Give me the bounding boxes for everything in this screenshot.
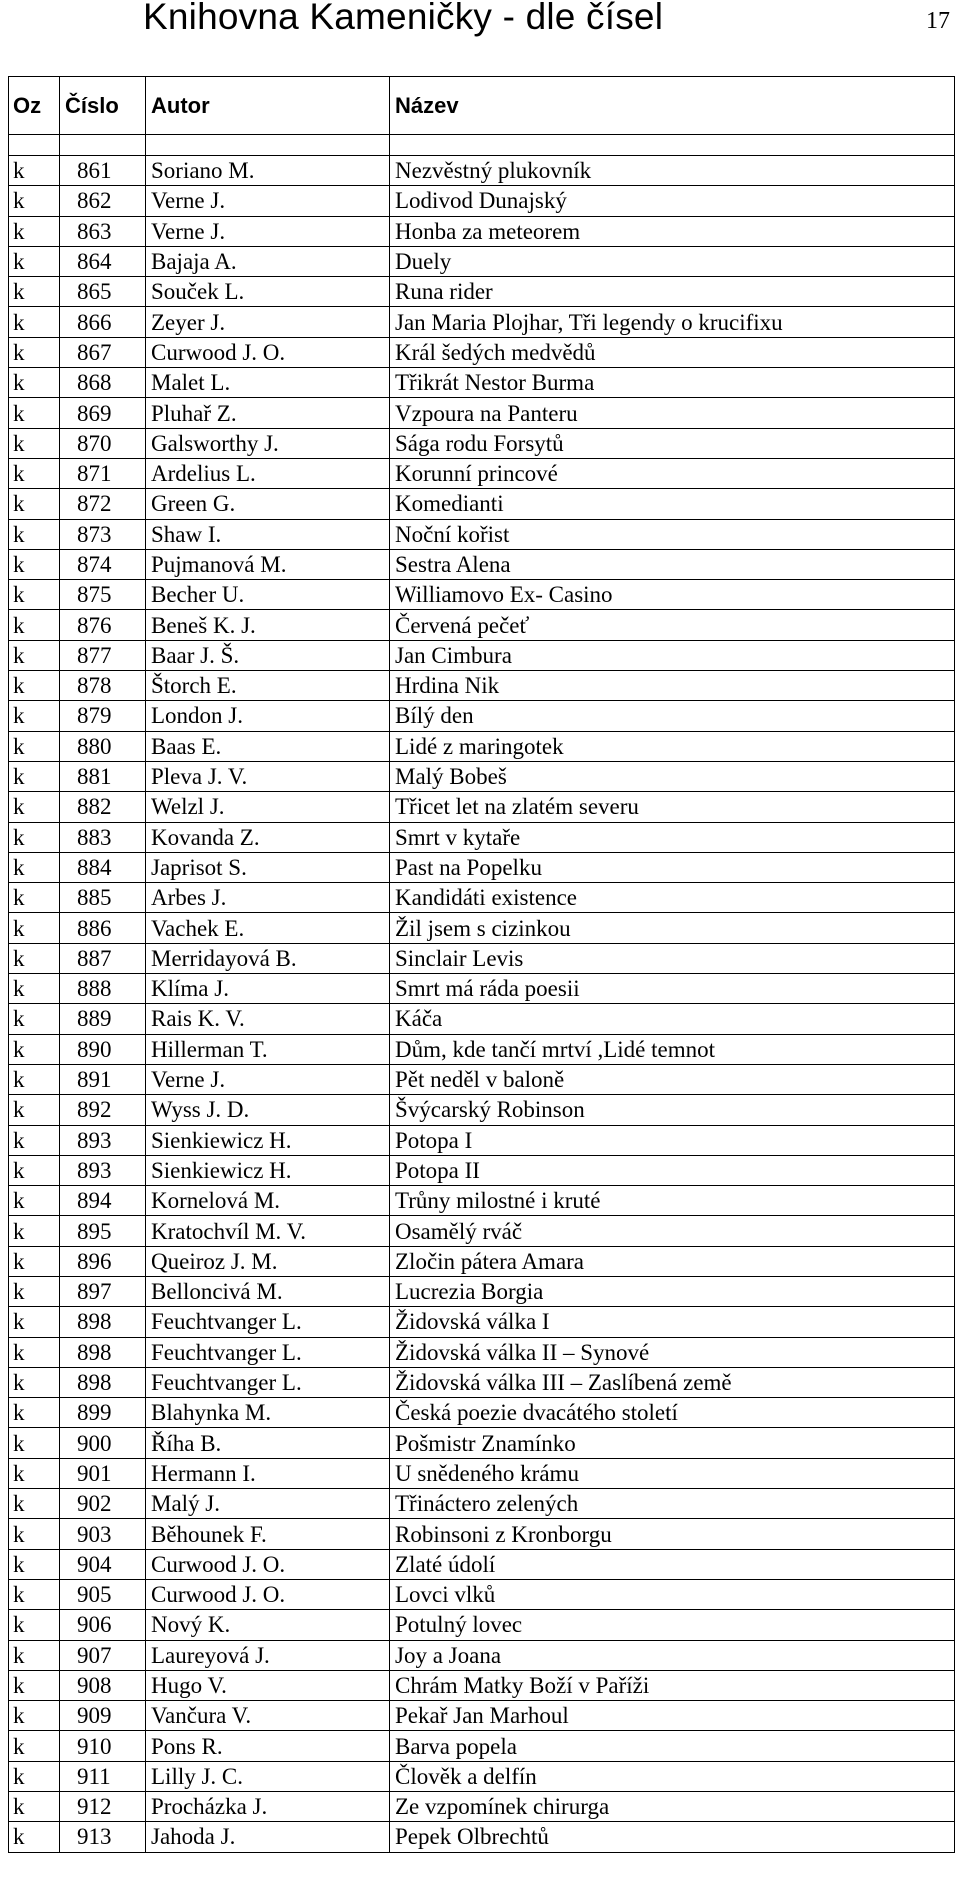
cell-author: Feuchtvanger L.: [146, 1367, 390, 1397]
cell-author: Baar J. Š.: [146, 640, 390, 670]
cell-oz: k: [9, 489, 60, 519]
cell-author: Pleva J. V.: [146, 761, 390, 791]
cell-author: Zeyer J.: [146, 307, 390, 337]
cell-author: Wyss J. D.: [146, 1095, 390, 1125]
cell-author: Bajaja A.: [146, 246, 390, 276]
cell-title: Česká poezie dvacátého století: [390, 1398, 955, 1428]
table-row: [9, 1670, 955, 1700]
cell-title: Třicet let na zlatém severu: [390, 792, 955, 822]
cell-author: Běhounek F.: [146, 1519, 390, 1549]
cell-number: 909: [60, 1701, 146, 1731]
cell-number: 893: [60, 1155, 146, 1185]
table-row: [9, 943, 955, 973]
table-row: [9, 701, 955, 731]
cell-author: Nový K.: [146, 1610, 390, 1640]
cell-number: 865: [60, 277, 146, 307]
cell-oz: k: [9, 1367, 60, 1397]
cell-title: Chrám Matky Boží v Paříži: [390, 1670, 955, 1700]
cell-title: Bílý den: [390, 701, 955, 731]
cell-number: 910: [60, 1731, 146, 1761]
table-row: [9, 489, 955, 519]
table-row: [9, 1246, 955, 1276]
cell-oz: k: [9, 883, 60, 913]
cell-author: Ardelius L.: [146, 458, 390, 488]
cell-author: Lilly J. C.: [146, 1761, 390, 1791]
page-title: Knihovna Kameničky - dle čísel: [143, 0, 664, 37]
cell-title: Pošmistr Znamínko: [390, 1428, 955, 1458]
table-row: [9, 1155, 955, 1185]
cell-oz: k: [9, 974, 60, 1004]
cell-number: 895: [60, 1216, 146, 1246]
cell-author: Baas E.: [146, 731, 390, 761]
table-row: [9, 1701, 955, 1731]
cell-author: Hillerman T.: [146, 1034, 390, 1064]
column-header-author: Autor: [146, 77, 390, 135]
cell-oz: k: [9, 246, 60, 276]
table-row: [9, 1579, 955, 1609]
cell-title: Pět neděl v baloně: [390, 1064, 955, 1094]
cell-oz: k: [9, 1458, 60, 1488]
cell-author: Hermann I.: [146, 1458, 390, 1488]
cell-title: Trůny milostné i kruté: [390, 1186, 955, 1216]
cell-author: Curwood J. O.: [146, 337, 390, 367]
cell-title: Sinclair Levis: [390, 943, 955, 973]
cell-oz: k: [9, 1489, 60, 1519]
cell-title: Židovská válka II – Synové: [390, 1337, 955, 1367]
cell-number: 913: [60, 1822, 146, 1852]
cell-author: Curwood J. O.: [146, 1579, 390, 1609]
cell-title: Lidé z maringotek: [390, 731, 955, 761]
table-row: [9, 1004, 955, 1034]
cell-number: 912: [60, 1792, 146, 1822]
table-row: [9, 1125, 955, 1155]
cell-author: Blahynka M.: [146, 1398, 390, 1428]
cell-number: 905: [60, 1579, 146, 1609]
cell-number: 911: [60, 1761, 146, 1791]
cell-oz: k: [9, 1428, 60, 1458]
cell-title: Potopa I: [390, 1125, 955, 1155]
cell-title: Joy a Joana: [390, 1640, 955, 1670]
cell-oz: k: [9, 671, 60, 701]
cell-oz: k: [9, 1246, 60, 1276]
table-row: [9, 1064, 955, 1094]
cell-oz: k: [9, 1125, 60, 1155]
cell-oz: k: [9, 1701, 60, 1731]
cell-title: U snědeného krámu: [390, 1458, 955, 1488]
cell-number: 874: [60, 549, 146, 579]
cell-title: Ze vzpomínek chirurga: [390, 1792, 955, 1822]
cell-number: 890: [60, 1034, 146, 1064]
cell-author: Welzl J.: [146, 792, 390, 822]
cell-number: 892: [60, 1095, 146, 1125]
cell-author: Merridayová B.: [146, 943, 390, 973]
table-row: [9, 458, 955, 488]
table-row: [9, 549, 955, 579]
cell-title: Nezvěstný plukovník: [390, 156, 955, 186]
cell-number: 879: [60, 701, 146, 731]
cell-title: Král šedých medvědů: [390, 337, 955, 367]
cell-title: Robinsoni z Kronborgu: [390, 1519, 955, 1549]
table-row: [9, 1186, 955, 1216]
cell-title: Runa rider: [390, 277, 955, 307]
cell-number: 880: [60, 731, 146, 761]
cell-oz: k: [9, 549, 60, 579]
cell-oz: k: [9, 1276, 60, 1306]
cell-title: Williamovo Ex- Casino: [390, 580, 955, 610]
table-row: [9, 398, 955, 428]
cell-oz: k: [9, 428, 60, 458]
table-row: [9, 792, 955, 822]
cell-oz: k: [9, 1640, 60, 1670]
table-row: [9, 640, 955, 670]
table-row: [9, 1519, 955, 1549]
cell-author: Pujmanová M.: [146, 549, 390, 579]
table-row: [9, 1610, 955, 1640]
table-row: [9, 216, 955, 246]
table-row: [9, 1398, 955, 1428]
cell-author: Becher U.: [146, 580, 390, 610]
cell-author: Verne J.: [146, 216, 390, 246]
cell-number: 898: [60, 1367, 146, 1397]
cell-oz: k: [9, 216, 60, 246]
cell-author: Sienkiewicz H.: [146, 1155, 390, 1185]
cell-author: Klíma J.: [146, 974, 390, 1004]
cell-number: 894: [60, 1186, 146, 1216]
cell-oz: k: [9, 1186, 60, 1216]
cell-author: Pons R.: [146, 1731, 390, 1761]
table-row: [9, 913, 955, 943]
cell-author: Procházka J.: [146, 1792, 390, 1822]
cell-oz: k: [9, 1064, 60, 1094]
table-row: [9, 1822, 955, 1852]
cell-oz: k: [9, 1095, 60, 1125]
cell-oz: k: [9, 519, 60, 549]
cell-number: 903: [60, 1519, 146, 1549]
table-row: [9, 1367, 955, 1397]
cell-title: Barva popela: [390, 1731, 955, 1761]
table-row: [9, 671, 955, 701]
table-row: [9, 1095, 955, 1125]
cell-title: Noční kořist: [390, 519, 955, 549]
cell-title: Třikrát Nestor Burma: [390, 368, 955, 398]
cell-oz: k: [9, 640, 60, 670]
cell-title: Židovská válka III – Zaslíbená země: [390, 1367, 955, 1397]
cell-author: Kratochvíl M. V.: [146, 1216, 390, 1246]
cell-author: Beneš K. J.: [146, 610, 390, 640]
spacer-cell: [60, 135, 146, 156]
cell-number: 877: [60, 640, 146, 670]
cell-number: 908: [60, 1670, 146, 1700]
cell-author: Verne J.: [146, 186, 390, 216]
table-row: [9, 974, 955, 1004]
table-row: [9, 1034, 955, 1064]
cell-oz: k: [9, 277, 60, 307]
cell-oz: k: [9, 822, 60, 852]
table-row: [9, 428, 955, 458]
table-row: [9, 368, 955, 398]
cell-oz: k: [9, 186, 60, 216]
cell-oz: k: [9, 913, 60, 943]
cell-number: 868: [60, 368, 146, 398]
cell-oz: k: [9, 1519, 60, 1549]
table-row: [9, 337, 955, 367]
cell-oz: k: [9, 1004, 60, 1034]
cell-number: 896: [60, 1246, 146, 1276]
cell-title: Malý Bobeš: [390, 761, 955, 791]
column-header-oz: Oz: [9, 77, 60, 135]
cell-author: Kovanda Z.: [146, 822, 390, 852]
cell-number: 885: [60, 883, 146, 913]
cell-title: Hrdina Nik: [390, 671, 955, 701]
cell-title: Korunní princové: [390, 458, 955, 488]
table-row: [9, 277, 955, 307]
cell-number: 897: [60, 1276, 146, 1306]
cell-title: Žil jsem s cizinkou: [390, 913, 955, 943]
cell-oz: k: [9, 1398, 60, 1428]
cell-title: Lovci vlků: [390, 1579, 955, 1609]
cell-author: Rais K. V.: [146, 1004, 390, 1034]
cell-title: Smrt má ráda poesii: [390, 974, 955, 1004]
cell-oz: k: [9, 1579, 60, 1609]
cell-number: 878: [60, 671, 146, 701]
cell-title: Káča: [390, 1004, 955, 1034]
table-header-row: [9, 77, 955, 135]
cell-title: Potopa II: [390, 1155, 955, 1185]
spacer-row: [9, 135, 955, 156]
cell-title: Duely: [390, 246, 955, 276]
cell-author: Kornelová M.: [146, 1186, 390, 1216]
cell-author: Říha B.: [146, 1428, 390, 1458]
cell-author: Malet L.: [146, 368, 390, 398]
cell-oz: k: [9, 701, 60, 731]
cell-number: 906: [60, 1610, 146, 1640]
cell-oz: k: [9, 1670, 60, 1700]
cell-oz: k: [9, 1731, 60, 1761]
cell-title: Třináctero zelených: [390, 1489, 955, 1519]
cell-number: 887: [60, 943, 146, 973]
cell-title: Švýcarský Robinson: [390, 1095, 955, 1125]
cell-oz: k: [9, 1307, 60, 1337]
cell-title: Honba za meteorem: [390, 216, 955, 246]
table-row: [9, 1337, 955, 1367]
cell-oz: k: [9, 731, 60, 761]
cell-number: 871: [60, 458, 146, 488]
cell-title: Vzpoura na Panteru: [390, 398, 955, 428]
cell-oz: k: [9, 1822, 60, 1852]
cell-oz: k: [9, 398, 60, 428]
cell-author: Soriano M.: [146, 156, 390, 186]
cell-title: Lucrezia Borgia: [390, 1276, 955, 1306]
cell-author: Vančura V.: [146, 1701, 390, 1731]
cell-number: 863: [60, 216, 146, 246]
table-row: [9, 822, 955, 852]
cell-number: 873: [60, 519, 146, 549]
cell-number: 904: [60, 1549, 146, 1579]
cell-author: Laureyová J.: [146, 1640, 390, 1670]
cell-number: 869: [60, 398, 146, 428]
cell-title: Smrt v kytaře: [390, 822, 955, 852]
spacer-cell: [9, 135, 60, 156]
cell-author: Štorch E.: [146, 671, 390, 701]
cell-title: Jan Cimbura: [390, 640, 955, 670]
cell-author: Sienkiewicz H.: [146, 1125, 390, 1155]
table-row: [9, 1428, 955, 1458]
cell-oz: k: [9, 156, 60, 186]
table-row: [9, 883, 955, 913]
table-row: [9, 1731, 955, 1761]
cell-oz: k: [9, 1549, 60, 1579]
table-row: [9, 731, 955, 761]
cell-author: London J.: [146, 701, 390, 731]
cell-title: Kandidáti existence: [390, 883, 955, 913]
cell-oz: k: [9, 1792, 60, 1822]
table-row: [9, 1458, 955, 1488]
cell-title: Osamělý rváč: [390, 1216, 955, 1246]
cell-title: Pepek Olbrechtů: [390, 1822, 955, 1852]
cell-number: 898: [60, 1307, 146, 1337]
cell-title: Zločin pátera Amara: [390, 1246, 955, 1276]
table-row: [9, 1640, 955, 1670]
cell-oz: k: [9, 337, 60, 367]
cell-oz: k: [9, 792, 60, 822]
cell-number: 907: [60, 1640, 146, 1670]
spacer-cell: [146, 135, 390, 156]
cell-author: Verne J.: [146, 1064, 390, 1094]
cell-number: 870: [60, 428, 146, 458]
cell-oz: k: [9, 1337, 60, 1367]
cell-author: Feuchtvanger L.: [146, 1337, 390, 1367]
cell-author: Galsworthy J.: [146, 428, 390, 458]
spacer-cell: [390, 135, 955, 156]
cell-title: Lodivod Dunajský: [390, 186, 955, 216]
cell-oz: k: [9, 458, 60, 488]
cell-author: Japrisot S.: [146, 852, 390, 882]
cell-number: 882: [60, 792, 146, 822]
cell-author: Arbes J.: [146, 883, 390, 913]
cell-title: Sága rodu Forsytů: [390, 428, 955, 458]
page-number: 17: [926, 8, 950, 34]
table-row: [9, 1216, 955, 1246]
cell-oz: k: [9, 1761, 60, 1791]
cell-oz: k: [9, 943, 60, 973]
cell-title: Potulný lovec: [390, 1610, 955, 1640]
cell-author: Malý J.: [146, 1489, 390, 1519]
table-row: [9, 852, 955, 882]
cell-number: 883: [60, 822, 146, 852]
cell-title: Past na Popelku: [390, 852, 955, 882]
cell-title: Pekař Jan Marhoul: [390, 1701, 955, 1731]
cell-number: 898: [60, 1337, 146, 1367]
table-row: [9, 1307, 955, 1337]
cell-number: 886: [60, 913, 146, 943]
cell-number: 889: [60, 1004, 146, 1034]
cell-number: 866: [60, 307, 146, 337]
cell-author: Hugo V.: [146, 1670, 390, 1700]
cell-title: Sestra Alena: [390, 549, 955, 579]
cell-number: 875: [60, 580, 146, 610]
cell-number: 893: [60, 1125, 146, 1155]
cell-number: 888: [60, 974, 146, 1004]
cell-author: Queiroz J. M.: [146, 1246, 390, 1276]
table-row: [9, 580, 955, 610]
cell-author: Pluhař Z.: [146, 398, 390, 428]
cell-title: Zlaté údolí: [390, 1549, 955, 1579]
table-row: [9, 1489, 955, 1519]
cell-oz: k: [9, 610, 60, 640]
cell-oz: k: [9, 1610, 60, 1640]
cell-oz: k: [9, 1216, 60, 1246]
cell-number: 872: [60, 489, 146, 519]
cell-number: 862: [60, 186, 146, 216]
cell-author: Curwood J. O.: [146, 1549, 390, 1579]
cell-oz: k: [9, 1034, 60, 1064]
table-row: [9, 1276, 955, 1306]
table-row: [9, 761, 955, 791]
cell-title: Židovská válka I: [390, 1307, 955, 1337]
cell-author: Feuchtvanger L.: [146, 1307, 390, 1337]
table-row: [9, 1792, 955, 1822]
cell-number: 876: [60, 610, 146, 640]
cell-number: 901: [60, 1458, 146, 1488]
table-row: [9, 186, 955, 216]
cell-oz: k: [9, 368, 60, 398]
table-row: [9, 307, 955, 337]
cell-oz: k: [9, 580, 60, 610]
cell-number: 902: [60, 1489, 146, 1519]
cell-number: 867: [60, 337, 146, 367]
cell-author: Jahoda J.: [146, 1822, 390, 1852]
cell-number: 891: [60, 1064, 146, 1094]
cell-number: 881: [60, 761, 146, 791]
column-header-number: Číslo: [60, 77, 146, 135]
cell-oz: k: [9, 852, 60, 882]
cell-author: Vachek E.: [146, 913, 390, 943]
cell-title: Červená pečeť: [390, 610, 955, 640]
cell-number: 884: [60, 852, 146, 882]
cell-title: Komedianti: [390, 489, 955, 519]
cell-number: 899: [60, 1398, 146, 1428]
cell-number: 861: [60, 156, 146, 186]
cell-author: Green G.: [146, 489, 390, 519]
table-row: [9, 246, 955, 276]
cell-author: Souček L.: [146, 277, 390, 307]
cell-title: Dům, kde tančí mrtví ,Lidé temnot: [390, 1034, 955, 1064]
cell-title: Člověk a delfín: [390, 1761, 955, 1791]
cell-number: 864: [60, 246, 146, 276]
cell-oz: k: [9, 307, 60, 337]
cell-oz: k: [9, 761, 60, 791]
cell-number: 900: [60, 1428, 146, 1458]
book-table: [8, 76, 955, 1853]
table-row: [9, 519, 955, 549]
cell-author: Shaw I.: [146, 519, 390, 549]
table-row: [9, 1549, 955, 1579]
table-row: [9, 610, 955, 640]
cell-author: Belloncivá M.: [146, 1276, 390, 1306]
column-header-title: Název: [390, 77, 955, 135]
table-row: [9, 1761, 955, 1791]
cell-oz: k: [9, 1155, 60, 1185]
cell-title: Jan Maria Plojhar, Tři legendy o krucifixu: [390, 307, 955, 337]
table-row: [9, 156, 955, 186]
table-body: [9, 135, 955, 1853]
